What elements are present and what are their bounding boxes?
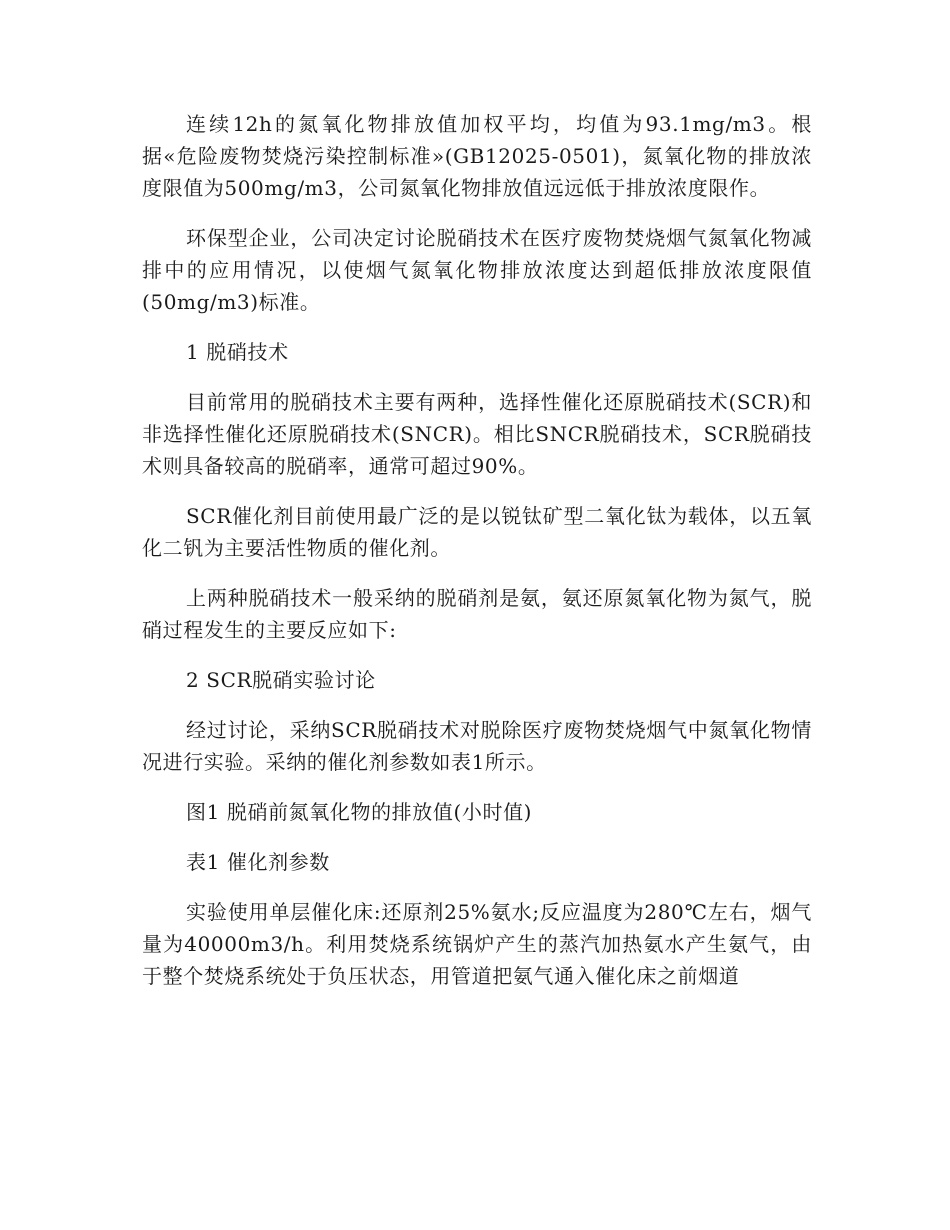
paragraph-experiment-intro: 经过讨论，采纳SCR脱硝技术对脱除医疗废物焚烧烟气中氮氧化物情况进行实验。采纳的催化剂参数如表1所示。 [142, 718, 812, 774]
paragraph-scr-catalyst: SCR催化剂目前使用最广泛的是以锐钛矿型二氧化钛为载体，以五氧化二钒为主要活性物质的催化剂。 [142, 504, 812, 560]
paragraph-nox-average: 连续12h的氮氧化物排放值加权平均，均值为93.1mg/m3。根据«危险废物焚烧污染控制标准»(GB12025-0501)，氮氧化物的排放浓度限值为500mg/m3，公司氮氧化物排放值远远低于排放浓度限作。 [142, 112, 812, 200]
table-caption-1: 表1 催化剂参数 [186, 850, 330, 874]
paragraph-environmental-enterprise: 环保型企业，公司决定讨论脱硝技术在医疗废物焚烧烟气氮氧化物减排中的应用情况，以使烟气氮氧化物排放浓度达到超低排放浓度限值(50mg/m3)标准。 [142, 226, 812, 314]
paragraph-ammonia-reaction: 上两种脱硝技术一般采纳的脱硝剂是氨，氨还原氮氧化物为氮气，脱硝过程发生的主要反应如下: [142, 586, 812, 642]
document-body [142, 108, 812, 1010]
paragraph-experiment-conditions: 实验使用单层催化床:还原剂25%氨水;反应温度为280℃左右，烟气量为40000m3/h。利用焚烧系统锅炉产生的蒸汽加热氨水产生氨气，由于整个焚烧系统处于负压状态，用管道把氨气通入催化床之前烟道 [142, 900, 812, 988]
figure-caption-1: 图1 脱硝前氮氧化物的排放值(小时值) [186, 800, 533, 824]
paragraph-scr-sncr-overview: 目前常用的脱硝技术主要有两种，选择性催化还原脱硝技术(SCR)和非选择性催化还原脱硝技术(SNCR)。相比SNCR脱硝技术，SCR脱硝技术则具备较高的脱硝率，通常可超过90%。 [142, 390, 812, 478]
section-heading-denitration-technology: 1 脱硝技术 [186, 340, 289, 364]
section-heading-scr-experiment: 2 SCR脱硝实验讨论 [186, 668, 376, 692]
